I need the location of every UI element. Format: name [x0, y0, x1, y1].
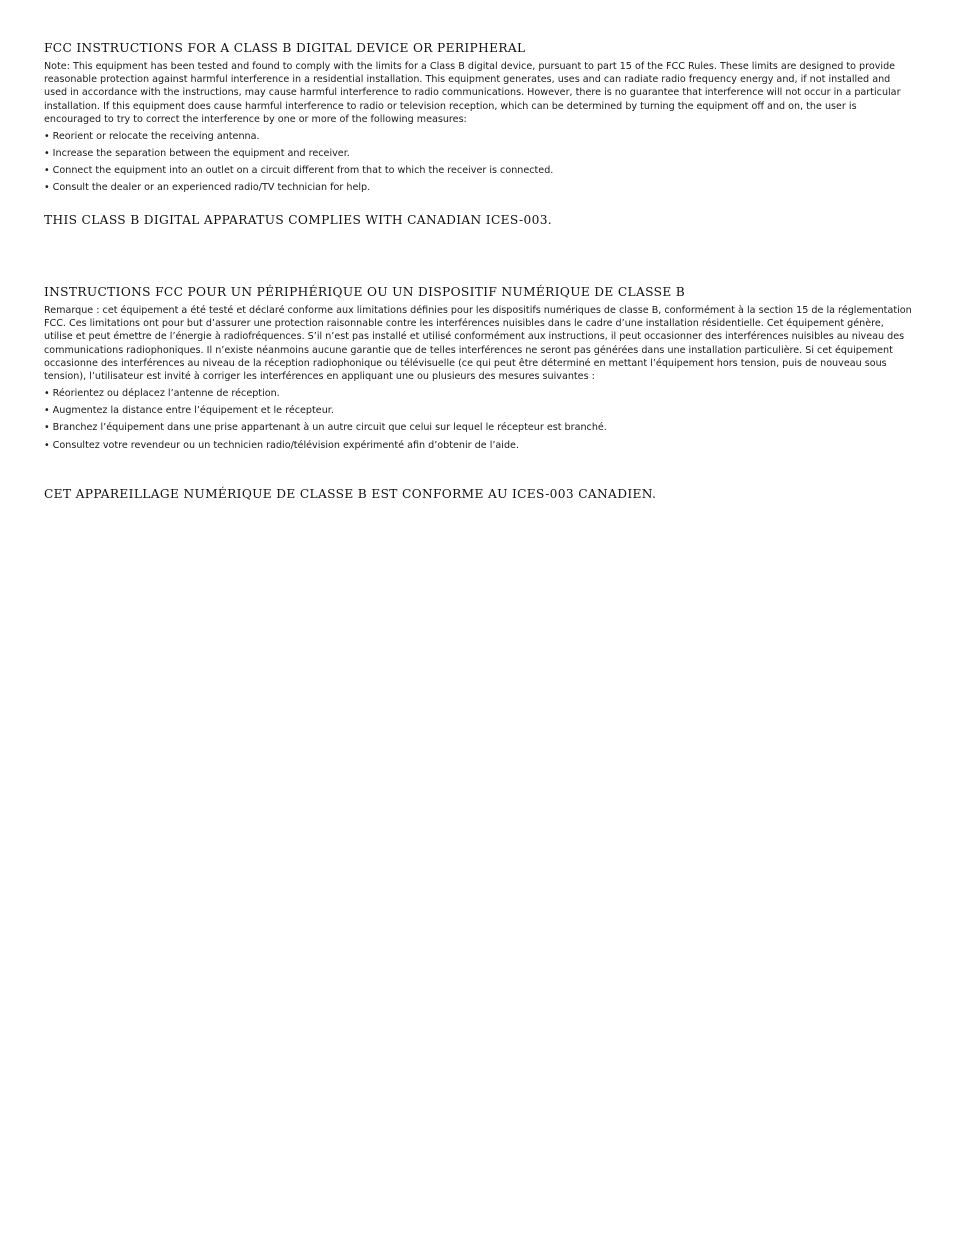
bullet-mark: • [44, 422, 50, 434]
fcc-section-english [44, 40, 912, 198]
fcc-note-french: Remarque : cet équipement a été testé et déclaré conforme aux limitations définies pour les dispositifs numériques de classe B, conformément à la section 15 de la réglementation FCC. Ces limitations ont pour but d’assurer une protection raisonnable contre les interférences nuisibles dans le cadre d’une installation résidentielle. Cet équipement génère, utilise et peut émettre de l’énergie à radiofréquences. S’il n’est pas installé et utilisé conformément aux instructions, il peut occasionner des interférences nuisibles au niveau des communications radiophoniques. Il n’existe néanmoins aucune garantie que de telles interférences ne seront pas générées dans une installation particulière. Si cet équipement occasionne des interférences au niveau de la réception radiophonique ou télévisuelle (ce qui peut être déterminé en mettant l’équipement hors tension, puis de nouveau sous tension), l’utilisateur est invité à corriger les interférences en appliquant une ou plusieurs des mesures suivantes : [44, 305, 912, 383]
fcc-section-french [44, 284, 912, 456]
ices-statement-english: THIS CLASS B DIGITAL APPARATUS COMPLIES WITH CANADIAN ICES-003. [44, 213, 553, 227]
measure-text: Connect the equipment into an outlet on a circuit different from that to which the receiver is connected. [52, 165, 554, 177]
fcc-note-english: Note: This equipment has been tested and found to comply with the limits for a Class B digital device, pursuant to part 15 of the FCC Rules. These limits are designed to provide reasonable protection against harmful interference in a residential installation. This equipment generates, uses and can radiate radio frequency energy and, if not installed and used in accordance with the instructions, may cause harmful interference to radio communications. However, there is no guarantee that interference will not occur in a particular installation. If this equipment does cause harmful interference to radio or television reception, which can be determined by turning the equipment off and on, the user is encouraged to try to correct the interference by one or more of the following measures: [44, 61, 901, 125]
measure-text: Branchez l’équipement dans une prise appartenant à un autre circuit que celui sur lequel le récepteur est branché. [52, 422, 607, 434]
bullet-mark: • [44, 439, 50, 451]
bullet-mark: • [44, 165, 50, 177]
list-item [44, 147, 912, 160]
list-item [44, 181, 912, 194]
bullet-mark: • [44, 131, 50, 143]
measures-list-french [44, 387, 912, 451]
bullet-mark: • [44, 388, 50, 400]
measure-text: Reorient or relocate the receiving antenna. [52, 131, 260, 143]
measure-text: Consultez votre revendeur ou un technicien radio/télévision expérimenté afin d’obtenir de l’aide. [52, 439, 519, 451]
list-item [44, 164, 912, 177]
measure-text: Consult the dealer or an experienced radio/TV technician for help. [52, 182, 371, 194]
measure-text: Augmentez la distance entre l’équipement et le récepteur. [52, 405, 334, 417]
bullet-mark: • [44, 405, 50, 417]
measure-text: Increase the separation between the equipment and receiver. [52, 148, 350, 160]
bullet-mark: • [44, 148, 50, 160]
bullet-mark: • [44, 182, 50, 194]
list-item [44, 387, 912, 400]
list-item [44, 404, 912, 417]
list-item [44, 439, 912, 452]
measure-text: Réorientez ou déplacez l’antenne de réception. [52, 388, 280, 400]
list-item [44, 130, 912, 143]
list-item [44, 421, 912, 434]
section-title-english: FCC INSTRUCTIONS FOR A CLASS B DIGITAL DEVICE OR PERIPHERAL [44, 41, 526, 55]
measures-list-english [44, 130, 912, 194]
section-title-french: INSTRUCTIONS FCC POUR UN PÉRIPHÉRIQUE OU UN DISPOSITIF NUMÉRIQUE DE CLASSE B [44, 285, 686, 299]
ices-statement-french: CET APPAREILLAGE NUMÉRIQUE DE CLASSE B EST CONFORME AU ICES-003 CANADIEN. [44, 487, 657, 501]
